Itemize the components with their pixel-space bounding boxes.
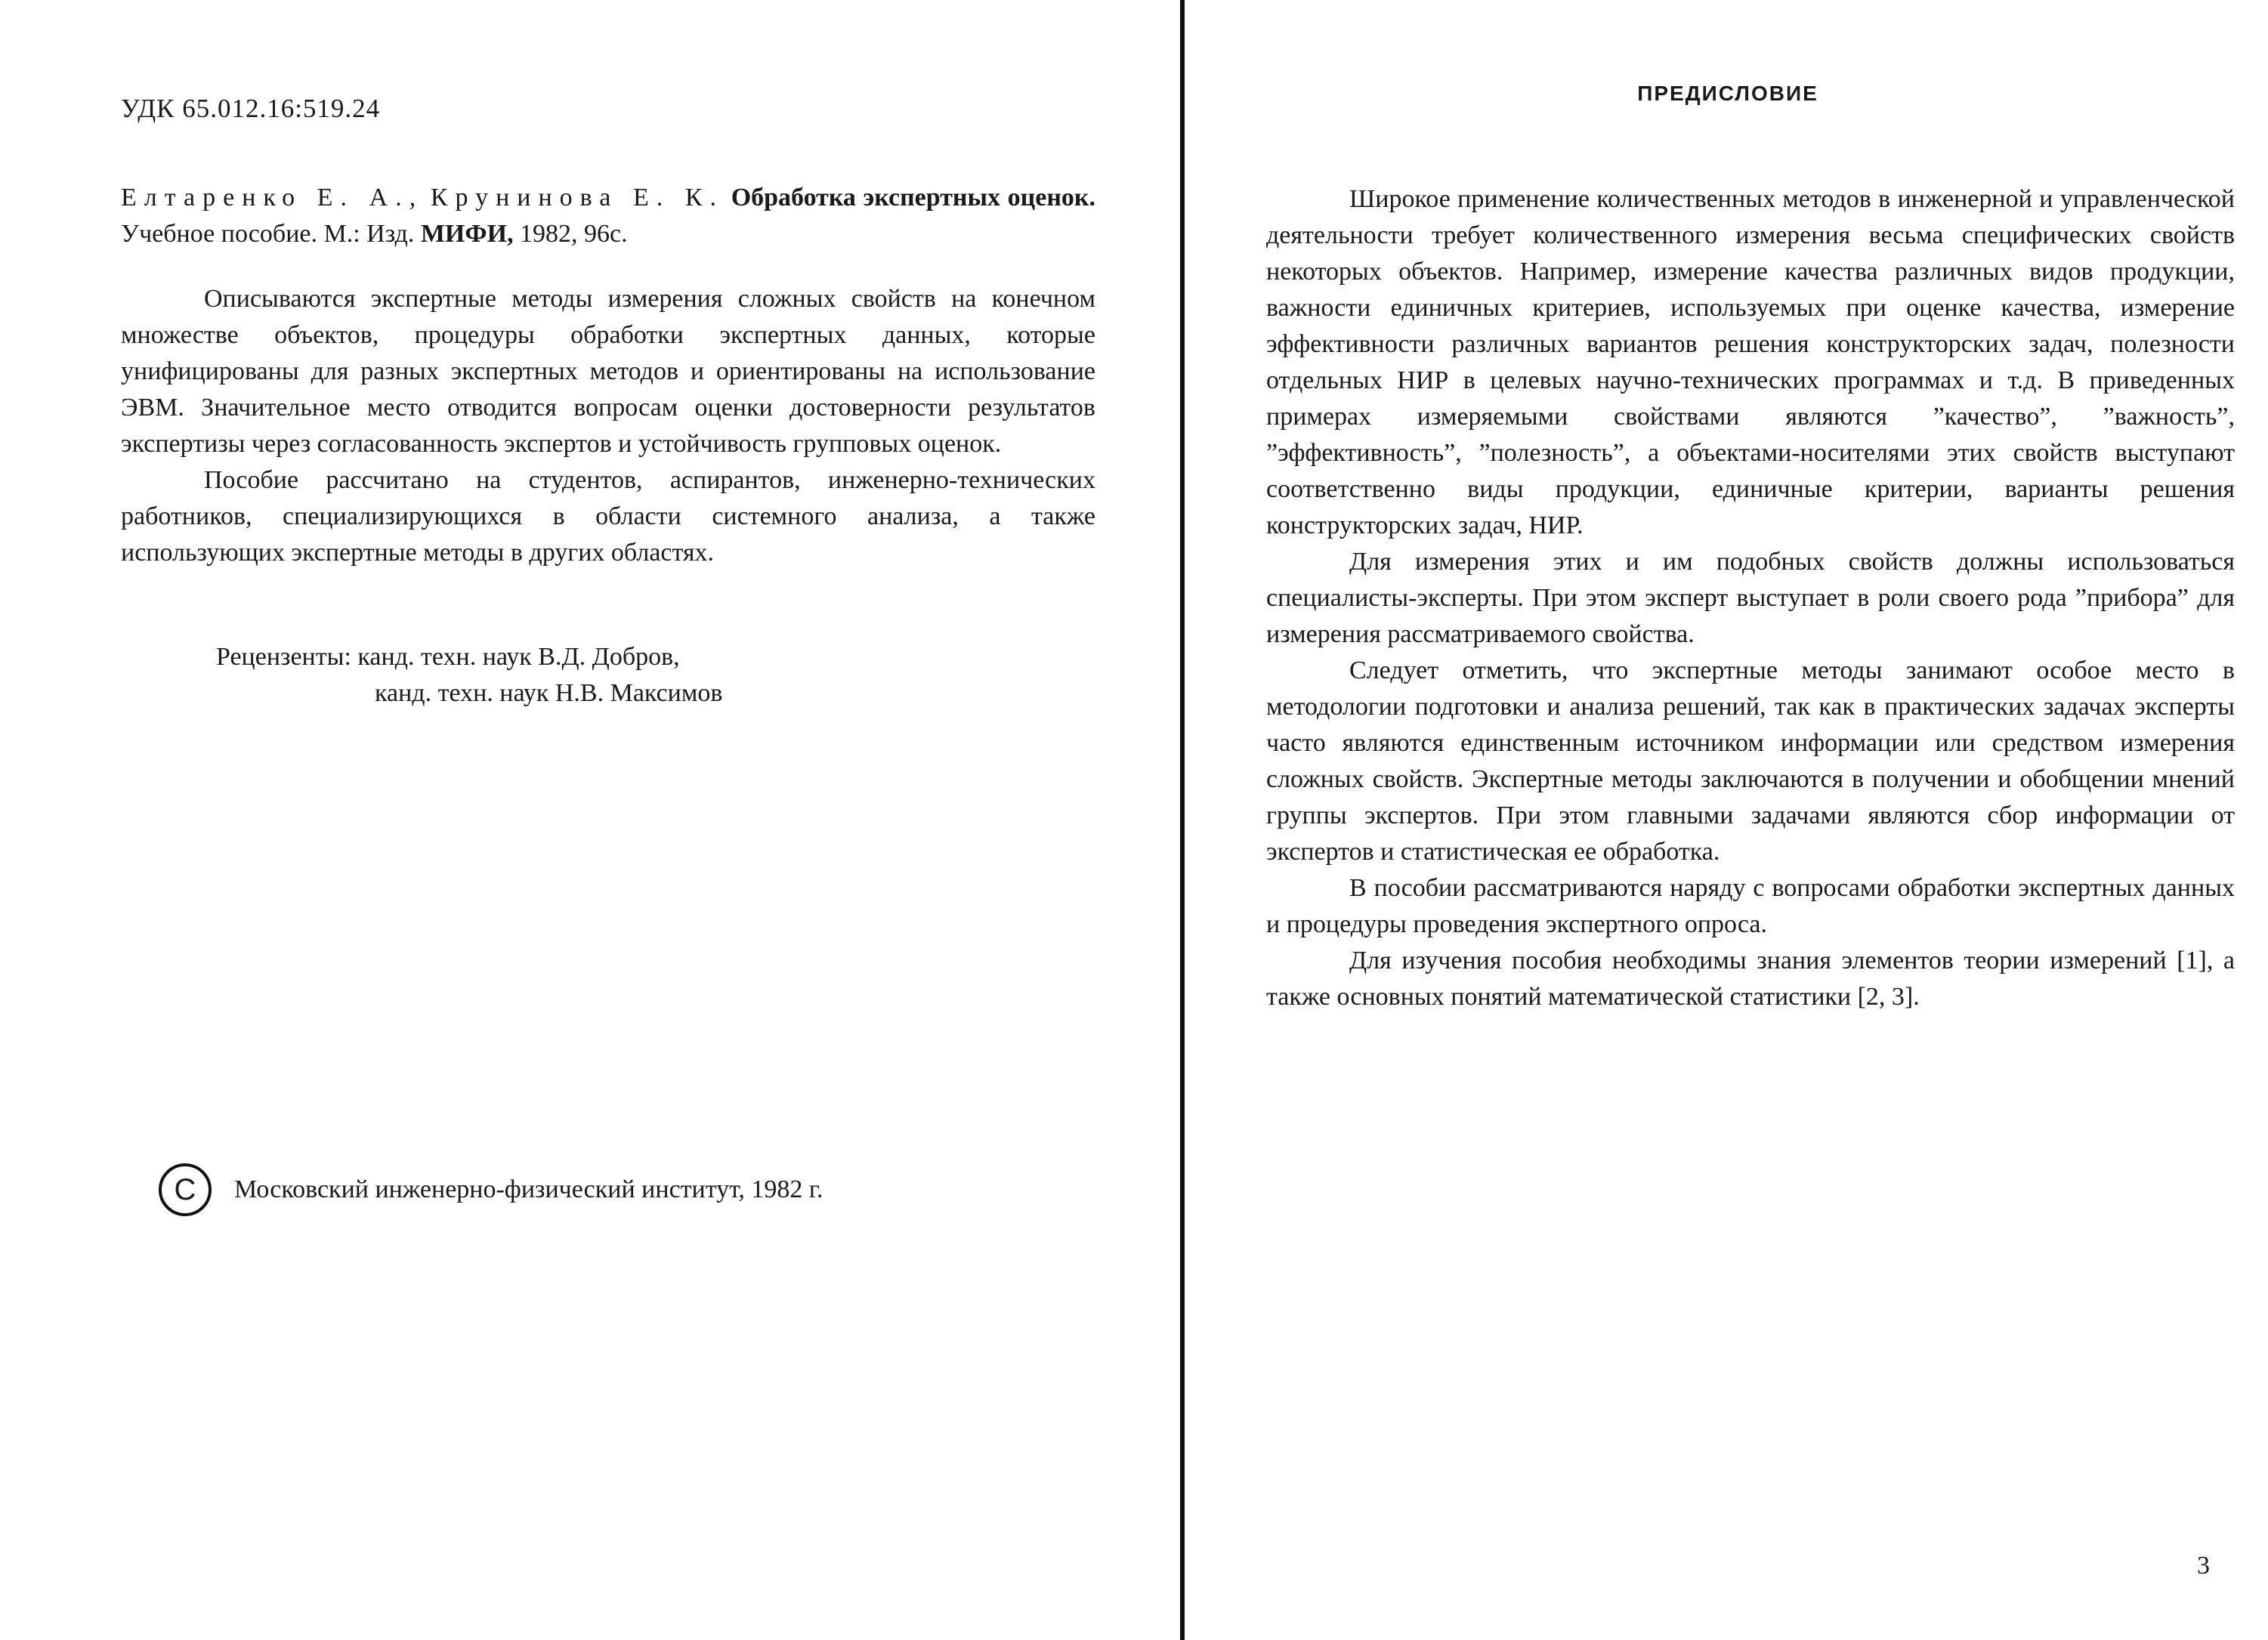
author-2: Крунинова Е. К. [430, 184, 725, 212]
reviewer-2: канд. техн. наук Н.В. Максимов [375, 679, 723, 707]
book-title: Обработка экспертных оценок. [731, 184, 1096, 212]
reviewers-label: Рецензенты: [216, 643, 351, 671]
preface-paragraph-5: Для изучения пособия необходимы знания элементов теории измерений [1], а также основных понятий математической статистики [2, 3]. [1266, 947, 2235, 1011]
publisher: МИФИ, [420, 220, 514, 248]
page-number: 3 [2197, 1552, 2210, 1580]
reviewers [216, 639, 722, 712]
copyright-icon: С [159, 1163, 212, 1216]
preface-paragraph-1: Широкое применение количественных методов в инженерной и управленческой деятельности требует количественного измерения весьма специфических свойств некоторых объектов. Например, измерение качества различных видов продукции, важности единичных критериев, используемых при оценке качества, измерение эффективности различных вариантов решения конструкторских задач, полезности отдельных НИР в целевых научно-технических программах и т.д. В приведенных примерах измеряемыми свойствами являются ”качество”, ”важность”, ”эффективность”, ”полезность”, а объектами-носителями этих свойств выступают соответственно виды продукции, единичные критерии, варианты решения конструкторских задач, НИР. [1266, 185, 2235, 539]
year-pages: 1982, 96с. [520, 220, 628, 248]
preface-paragraph-2: Для измерения этих и им подобных свойств должны использоваться специалисты-эксперты. При этом эксперт выступает в роли своего рода ”прибора” для измерения рассматриваемого свойства. [1266, 548, 2235, 648]
abstract-paragraph-1: Описываются экспертные методы измерения сложных свойств на конечном множестве объектов, процедуры обработки экспертных данных, которые унифицированы для разных экспертных методов и ориентированы на использование ЭВМ. Значительное место отводится вопросам оценки достоверности результатов экспертизы через согласованность экспертов и устойчивость групповых оценок. [121, 285, 1095, 458]
udk-code: УДК 65.012.16:519.24 [121, 94, 381, 123]
abstract-paragraph-2: Пособие рассчитано на студентов, аспирантов, инженерно-технических работников, специализирующихся в области системного анализа, а также использующих экспертные методы в других областях. [121, 466, 1095, 567]
abstract [121, 281, 1095, 571]
preface-title: ПРЕДИСЛОВИЕ [1637, 82, 1818, 105]
book-type: Учебное пособие. М.: Изд. [121, 220, 415, 248]
preface-paragraph-3: Следует отметить, что экспертные методы занимают особое место в методологии подготовки и анализа решений, так как в практических задачах эксперты часто являются единственным источником информации или средством измерения сложных свойств. Экспертные методы заключаются в получении и обобщении мнений группы экспертов. При этом главными задачами являются сбор информации от экспертов и статистическая ее обработка. [1266, 656, 2235, 866]
copyright-text: Московский инженерно-физический институт, 1982 г. [234, 1175, 823, 1203]
copyright-line [159, 1163, 823, 1216]
right-page [1188, 0, 2268, 1640]
preface-paragraph-4: В пособии рассматриваются наряду с вопросами обработки экспертных данных и процедуры проведения экспертного опроса. [1266, 874, 2235, 938]
bibliographic-record [121, 180, 1095, 252]
reviewer-1: канд. техн. наук В.Д. Добров, [357, 643, 680, 671]
page-divider [1180, 0, 1185, 1640]
preface-body [1266, 181, 2235, 1015]
author-1: Елтаренко Е. А., [121, 184, 424, 212]
